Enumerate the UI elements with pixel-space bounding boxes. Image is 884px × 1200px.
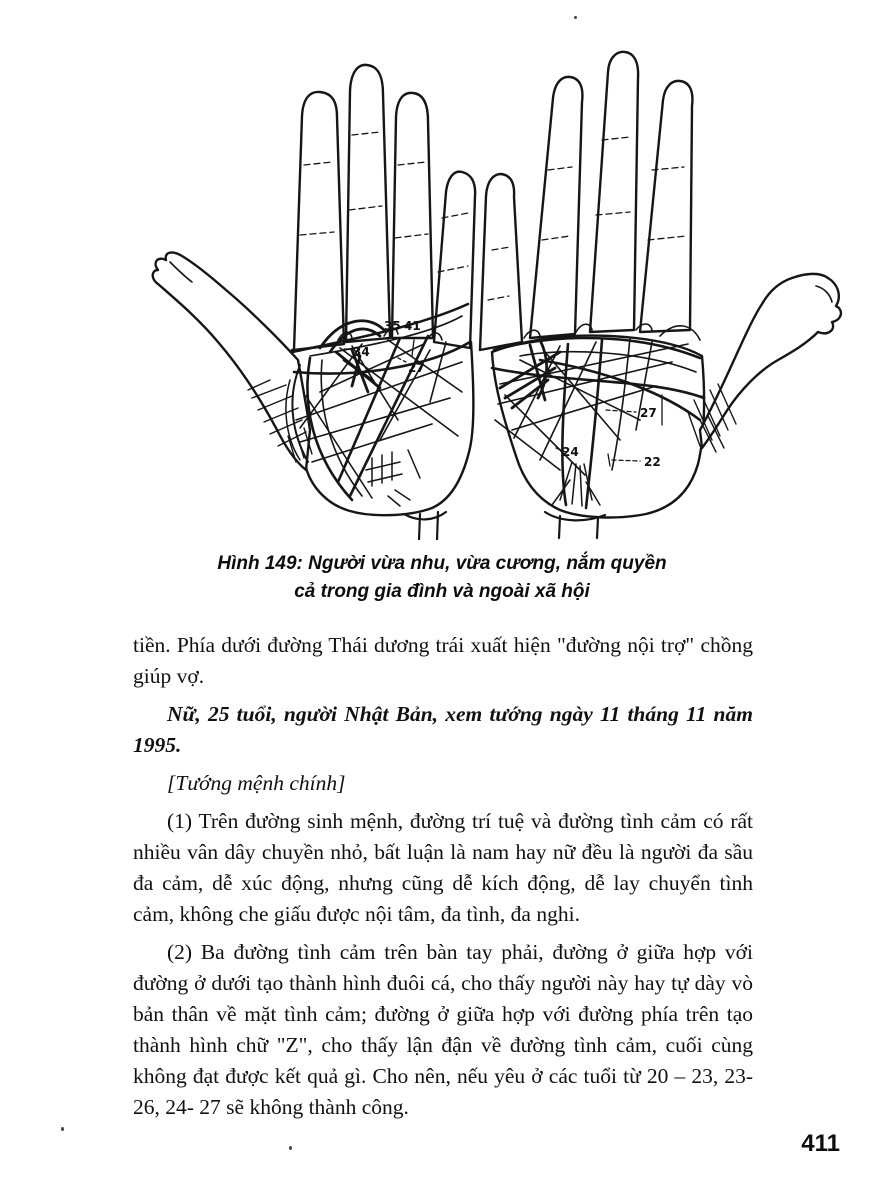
figure-caption-line1: Hình 149: Người vừa nhu, vừa cương, nắm quyền xyxy=(217,553,667,574)
paragraph-continuation: tiền. Phía dưới đường Thái dương trái xuất hiện "đường nội trợ" chồng giúp vợ. xyxy=(133,633,753,688)
right-hand-label-27: 27 xyxy=(640,406,657,420)
figure-caption-line2: cả trong gia đình và ngoài xã hội xyxy=(294,581,590,602)
left-hand-illustration xyxy=(153,65,475,540)
figure-caption xyxy=(0,550,884,606)
left-hand-label-41: 41 xyxy=(404,319,421,333)
palmistry-figure xyxy=(0,0,884,540)
left-hand-label-34: 34 xyxy=(353,345,370,359)
right-hand-label-22: 22 xyxy=(644,455,661,469)
paragraph-subject-heading: Nữ, 25 tuổi, người Nhật Bản, xem tướng ngày 11 tháng 11 năm 1995. xyxy=(133,702,753,757)
page-number: 411 xyxy=(801,1130,840,1157)
left-hand-label-35: 35 xyxy=(384,319,401,333)
right-hand-label-24: 24 xyxy=(562,445,579,459)
scan-speck xyxy=(289,1146,292,1150)
paragraph-section-label: [Tướng mệnh chính] xyxy=(167,771,346,795)
left-hand-label-27: 27 xyxy=(408,361,425,375)
scan-speck xyxy=(61,1127,64,1131)
paragraph-point-2: (2) Ba đường tình cảm trên bàn tay phải, đường ở giữa hợp với đường ở dưới tạo thành hình đuôi cá, cho thấy người này hay tự dày vò bản thân về mặt tình cảm; đường ở giữa hợp với đường phía trên tạo thành hình chữ "Z", cho thấy lận đận về đường tình cảm, cuối cùng không đạt được kết quả gì. Cho nên, nếu yêu ở các tuổi từ 20 – 23, 23- 26, 24- 27 sẽ không thành công. xyxy=(133,940,753,1119)
body-text xyxy=(133,630,753,1130)
paragraph-point-1: (1) Trên đường sinh mệnh, đường trí tuệ và đường tình cảm có rất nhiều vân dây chuyền nhỏ, bất luận là nam hay nữ đều là người đa sầu đa cảm, dễ xúc động, nhưng cũng dễ kích động, dễ lay chuyển tình cảm, không che giấu được nội tâm, đa tình, đa nghi. xyxy=(133,809,753,926)
